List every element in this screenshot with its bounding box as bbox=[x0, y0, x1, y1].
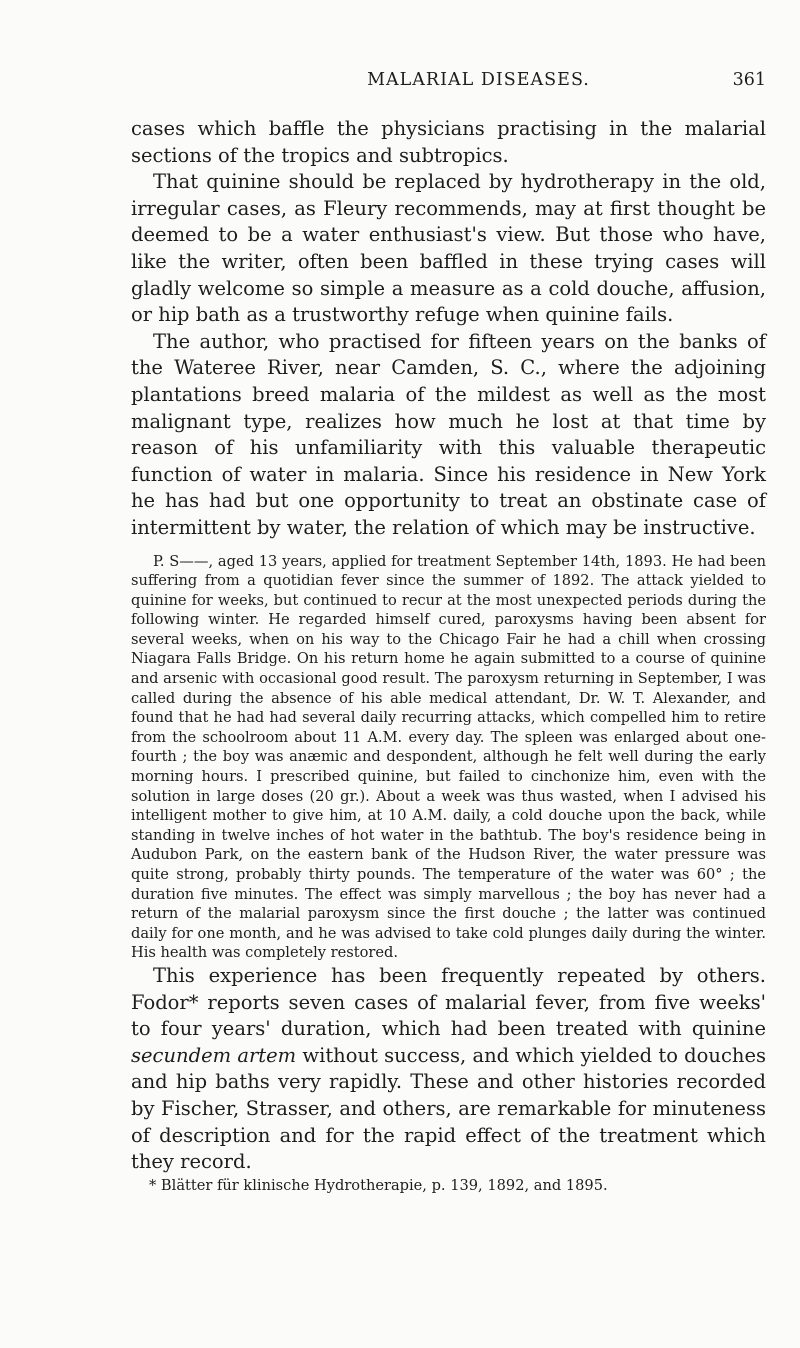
paragraph-author-experience: The author, who practised for fifteen years on the banks of the Wateree River, near Camden, S. C., where the adjoining plantations breed malaria of the mildest as well as the most malignant type, realizes how much he lost at that time by reason of his unfamiliarity with this valuable therapeutic function of water in malaria. Since his residence in New York he has had but one opportunity to treat an obstinate case of intermittent by water, the relation of which may be instructive. bbox=[131, 329, 766, 539]
paragraph-hydrotherapy: That quinine should be replaced by hydrotherapy in the old, irregular cases, as Fleury recommends, may at first thought be deemed to be a water enthusiast's view. But those who have, like the writer, often been baffled in these trying cases will gladly welcome so simple a measure as a cold douche, affusion, or hip bath as a trustworthy refuge when quinine fails. bbox=[131, 170, 766, 327]
running-head: MALARIAL DISEASES. bbox=[367, 70, 590, 90]
paragraph-closing bbox=[131, 963, 766, 1176]
case-report-text: P. S——, aged 13 years, applied for treatment September 14th, 1893. He had been suffering from a quotidian fever since the summer of 1892. The attack yielded to quinine for weeks, but continued to recur at the most unexpected periods during the following winter. He regarded himself cured, paroxysms having been absent for several weeks, when on his way to the Chicago Fair he had a chill when crossing Niagara Falls Bridge. On his return home he again submitted to a course of quinine and arsenic with occasional good result. The paroxysm returning in September, I was called during the absence of his able medical attendant, Dr. W. T. Alexander, and found that he had had several daily recurring attacks, which compelled him to retire from the schoolroom about 11 A.M. every day. The spleen was enlarged about one-fourth ; the boy was anæmic and despondent, although he felt well during the early morning hours. I prescribed quinine, but failed to cinchonize him, even with the solution in large doses (20 gr.). About a week was thus wasted, when I advised his intelligent mother to give him, at 10 A.M. daily, a cold douche upon the back, while standing in twelve inches of hot water in the bathtub. The boy's residence being in Audubon Park, on the eastern bank of the Hudson River, the water pressure was quite strong, probably thirty pounds. The temperature of the water was 60° ; the duration five minutes. The effect was simply marvellous ; the boy has never had a return of the malarial paroxysm since the first douche ; the latter was continued daily for one month, and he was advised to take cold plunges daily during the winter. His health was completely restored. bbox=[131, 552, 766, 962]
paragraph-continuation: cases which baffle the physicians practising in the malarial sections of the tropics and subtropics. bbox=[131, 117, 766, 167]
closing-text-end: without success, and which yielded to douches and hip baths very rapidly. These and other histories recorded by Fischer, Strasser, and others, are remarkable for minuteness of description and for the rapid effect of the treatment which they record. bbox=[131, 1043, 766, 1174]
page-body bbox=[131, 116, 766, 1196]
case-report bbox=[131, 552, 766, 963]
page-header bbox=[131, 70, 766, 98]
footnote: * Blätter für klinische Hydrotherapie, p. 139, 1892, and 1895. bbox=[149, 1176, 608, 1194]
page-number: 361 bbox=[732, 70, 766, 90]
closing-italic-phrase: secundem artem bbox=[131, 1043, 297, 1067]
closing-text-start: This experience has been frequently repeated by others. Fodor* reports seven cases of malarial fever, from five weeks' to four years' duration, which had been treated with quinine bbox=[131, 963, 766, 1041]
